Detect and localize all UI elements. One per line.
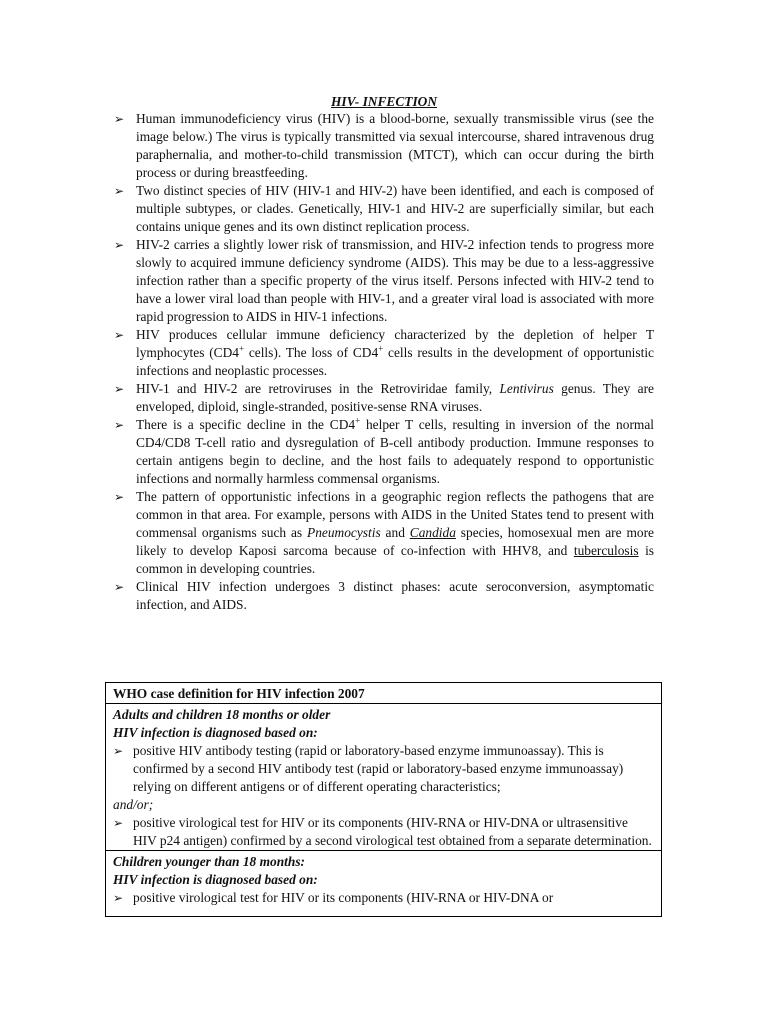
paragraph-text: Two distinct species of HIV (HIV-1 and HIV-2) have been identified, and each is composed of multiple subtypes, or clades. Genetically, HIV-1 and HIV-2 are superficially similar, but each contains unique genes and its own distinct replication process. (136, 183, 654, 234)
table-row-adults (106, 704, 661, 851)
diagnosis-heading: HIV infection is diagnosed based on: (113, 872, 318, 887)
superscript-plus: + (355, 415, 361, 426)
list-item (114, 236, 654, 326)
list-item (114, 182, 654, 236)
link-candida[interactable]: Candida (409, 525, 456, 540)
superscript-plus: + (378, 343, 384, 354)
paragraph-text: helper T cells, resulting in inversion of the normal CD4/CD8 T-cell ratio and dysregulation of B-cell antibody production. Immune responses to certain antigens begin to decline, and the host fails to adequately respond to opportunistic infections and normally harmless commensal organisms. (136, 417, 654, 486)
criterion-item (113, 742, 654, 796)
page-title: HIV- INFECTION (330, 94, 438, 109)
adults-heading: Adults and children 18 months or older (113, 707, 331, 722)
table-header: WHO case definition for HIV infection 2007 (106, 683, 661, 704)
link-tuberculosis[interactable]: tuberculosis (573, 543, 639, 558)
list-item (114, 416, 654, 488)
bullet-list (114, 110, 654, 614)
diagnosis-heading: HIV infection is diagnosed based on: (113, 725, 318, 740)
paragraph-text: The pattern of opportunistic infections in a geographic region reflects the pathogens that are common in that area. For example, persons with AIDS in the United States tend to present with commensal organisms such as (136, 489, 654, 540)
arrow-bullet-icon: ➢ (114, 382, 125, 396)
paragraph-text: genus. They are enveloped, diploid, single-stranded, positive-sense RNA viruses. (136, 381, 655, 414)
list-item (114, 380, 654, 416)
arrow-bullet-icon: ➢ (113, 744, 124, 758)
paragraph-text: is common in developing countries. (136, 543, 655, 576)
italic-term-pneumocystis: Pneumocystis (307, 525, 381, 540)
paragraph-text: species, homosexual men are more likely to develop Kaposi sarcoma because of co-infection with HHV8, and (136, 525, 654, 558)
arrow-bullet-icon: ➢ (114, 418, 125, 432)
criterion-item (113, 814, 654, 850)
paragraph-text: Clinical HIV infection undergoes 3 distinct phases: acute seroconversion, asymptomatic infection, and AIDS. (136, 579, 654, 612)
table-row-children (106, 851, 661, 907)
paragraph-text: HIV-2 carries a slightly lower risk of transmission, and HIV-2 infection tends to progress more slowly to acquired immune deficiency syndrome (AIDS). This may be due to a less-aggressive infection rather than a specific property of the virus itself. Persons infected with HIV-2 tend to have a lower viral load than people with HIV-1, and a greater viral load is associated with more rapid progression to AIDS in HIV-1 infections. (136, 237, 654, 324)
connector-text: and/or; (113, 797, 154, 812)
paragraph-text: and (380, 525, 410, 540)
list-item (114, 110, 654, 182)
arrow-bullet-icon: ➢ (114, 112, 125, 126)
superscript-plus: + (238, 343, 245, 354)
list-item (114, 326, 654, 380)
children-heading: Children younger than 18 months: (113, 854, 305, 869)
arrow-bullet-icon: ➢ (113, 816, 124, 830)
arrow-bullet-icon: ➢ (114, 238, 125, 252)
paragraph-text: HIV produces cellular immune deficiency characterized by the depletion of helper T lymphocytes (CD4 (136, 327, 654, 360)
arrow-bullet-icon: ➢ (114, 490, 125, 504)
criterion-item (113, 889, 654, 907)
arrow-bullet-icon: ➢ (114, 328, 125, 342)
list-item (114, 488, 654, 578)
paragraph-text: HIV-1 and HIV-2 are retroviruses in the Retroviridae family, (136, 381, 500, 396)
paragraph-text: cells). The loss of CD4 (244, 345, 379, 360)
list-item (114, 578, 654, 614)
criterion-text: positive virological test for HIV or its components (HIV-RNA or HIV-DNA or (133, 890, 554, 905)
arrow-bullet-icon: ➢ (114, 184, 125, 198)
arrow-bullet-icon: ➢ (114, 580, 125, 594)
paragraph-text: Human immunodeficiency virus (HIV) is a blood-borne, sexually transmissible virus (see the image below.) The virus is typically transmitted via sexual intercourse, shared intravenous drug paraphernalia, and mother-to-child transmission (MTCT), which can occur during the birth process or during breastfeeding. (136, 111, 654, 180)
criterion-text: positive HIV antibody testing (rapid or laboratory-based enzyme immunoassay). This is confirmed by a second HIV antibody test (rapid or laboratory-based enzyme immunoassay) relying on different antigens or of different operating characteristics; (133, 743, 624, 794)
italic-term-lentivirus: Lentivirus (499, 381, 554, 396)
who-definition-table (105, 682, 662, 917)
arrow-bullet-icon: ➢ (113, 891, 124, 905)
paragraph-text: There is a specific decline in the CD4 (136, 417, 356, 432)
criterion-text: positive virological test for HIV or its components (HIV-RNA or HIV-DNA or ultrasensitive HIV p24 antigen) confirmed by a second virological test obtained from a separate determination. (133, 815, 652, 848)
paragraph-text: cells results in the development of opportunistic infections and neoplastic processes. (136, 345, 654, 378)
